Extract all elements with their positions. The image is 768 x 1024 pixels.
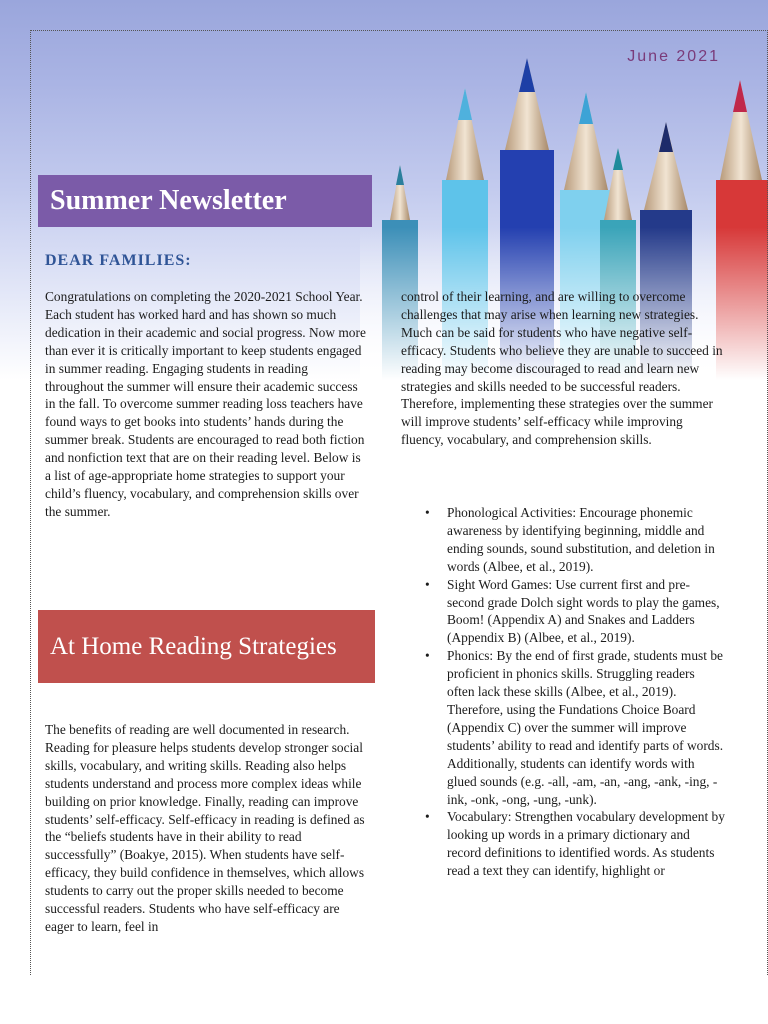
bullet-icon: • (425, 809, 430, 825)
list-item (425, 808, 725, 880)
intro-paragraph: Congratulations on completing the 2020-2021 School Year. Each student has worked hard and has shown so much dedication in their academic and social progress. Now more than ever it is critically important to keep students engaged in summer reading. Engaging students in reading throughout the summer will ensure their academic success in the fall. To overcome summer reading loss teachers have found ways to get books into students’ hands during the summer break. Students are encouraged to read both fiction and nonfiction text that are on their reading level. Below is a list of age-appropriate home strategies to support your child’s fluency, vocabulary, and comprehension skills over the summer. (45, 289, 366, 519)
section-title: At Home Reading Strategies (38, 610, 375, 683)
list-item (425, 504, 725, 576)
newsletter-title: Summer Newsletter (38, 175, 372, 227)
strategy-text: Vocabulary: Strengthen vocabulary development by looking up words in a primary dictionary and record definitions to identified words. As students read a text they can identify, highlight or (447, 809, 725, 879)
benefits-paragraph: The benefits of reading are well documented in research. Reading for pleasure helps students develop stronger social skills, vocabulary, and writing skills. Reading also helps students understand and process more complex ideas while building on prior knowledge. Finally, reading can improve students’ self-efficacy. Self-efficacy in reading is defined as the “beliefs students have in their ability to read successfully” (Boakye, 2015). When students have self-efficacy, they build confidence in themselves, which allows students to carry out the proper skills needed to become successful readers. Students who have self-efficacy are eager to learn, feel in (45, 722, 365, 934)
continued-paragraph: control of their learning, and are willing to overcome challenges that may arise when learning new strategies. Much can be said for students who have negative self-efficacy. Students who believe they are unable to succeed in reading may become discouraged to read and learn new strategies and skills needed to be successful readers. Therefore, implementing these strategies over the summer will improve students’ self-efficacy while improving fluency, vocabulary, and comprehension skills. (401, 289, 723, 448)
issue-date: June 2021 (627, 48, 720, 65)
list-item (425, 647, 725, 808)
list-item (425, 576, 725, 648)
strategy-text: Phonics: By the end of first grade, students must be proficient in phonics skills. Struggling readers often lack these skills (Albee, et al., 2019). Therefore, using the Fundations Choice Board (Appendix C) over the summer will improve students’ ability to read and identify parts of words. Additionally, students can identify words with glued sounds (e.g. -all, -am, -an, -ang, -ank, -ing, -ink, -onk, -ong, -ung, -unk). (447, 648, 724, 807)
bullet-icon: • (425, 576, 430, 592)
bullet-icon: • (425, 505, 430, 520)
greeting-heading: DEAR FAMILIES: (45, 252, 192, 269)
strategies-list (425, 504, 725, 880)
strategy-text: Phonological Activities: Encourage phonemic awareness by identifying beginning, middle and ending sounds, sound substitution, and deletion in words (Albee, et al., 2019). (447, 505, 715, 574)
bullet-icon: • (425, 648, 430, 664)
strategy-text: Sight Word Games: Use current first and pre-second grade Dolch sight words to play the games, Boom! (Appendix A) and Snakes and Ladders (Appendix B) (Albee, et al., 2019). (447, 576, 720, 646)
